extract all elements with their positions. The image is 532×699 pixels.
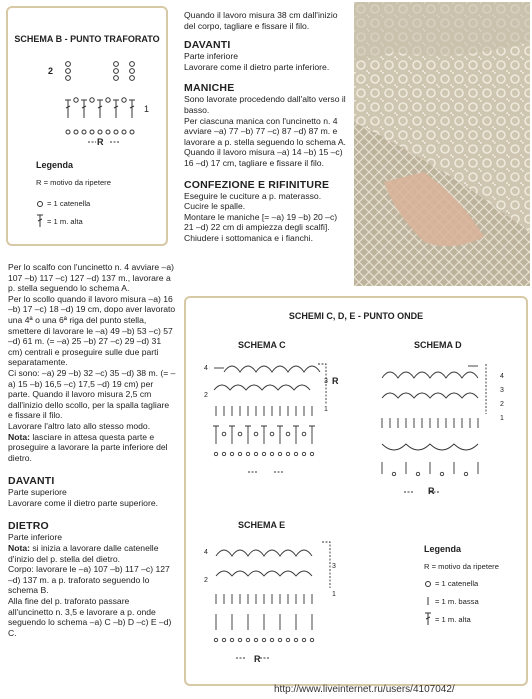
maniche-heading: MANICHE	[184, 82, 235, 95]
legend-cde-chain-text: = 1 catenella	[435, 579, 479, 588]
schema-c-row-1: 1	[324, 406, 328, 413]
col1-p1: Per lo scalfo con l'uncinetto n. 4 avviare –a) 107 –b) 117 –c) 127 –d) 137 m., lavorare a p. stella seguendo lo schema A.	[8, 262, 174, 294]
schemi-cde-box	[184, 296, 528, 686]
legend-repeat-text: R = motivo da ripetere	[36, 178, 111, 187]
schema-d-rows	[500, 370, 504, 426]
davanti2-sub: Parte inferiore	[184, 51, 238, 62]
maniche-1: Sono lavorate procedendo dall'alto verso il basso.	[184, 94, 346, 115]
legend-cde-chain	[424, 579, 499, 588]
schema-e-repeat: R	[254, 654, 261, 664]
schema-c-row-3: 3	[324, 378, 328, 385]
confezione-heading: CONFEZIONE E RIFINITURE	[184, 178, 330, 191]
legend-cde-title: Legenda	[424, 544, 462, 554]
schema-c-repeat: R	[332, 376, 339, 386]
schema-d-row-1: 1	[500, 415, 504, 422]
single-crochet-icon	[424, 596, 432, 606]
legend-title: Legenda	[36, 160, 74, 170]
schemi-cde-title: SCHEMI C, D, E - PUNTO ONDE	[288, 311, 424, 321]
lace-pattern-image	[354, 2, 530, 286]
schema-b-legend	[36, 160, 111, 228]
schema-d-title: SCHEMA D	[414, 340, 462, 350]
col1-p3: Ci sono: –a) 29 –b) 32 –c) 35 –d) 38 m. (= –a) 15 –b) 16,5 –c) 17,5 –d) 19 cm) per parte. Quando il lavoro misura 2,5 cm dall'inizio dello scollo, per la spalla tagliare e fissare il filo.	[8, 367, 176, 421]
davanti2-text: Lavorare come il dietro parte inferiore.	[184, 61, 330, 72]
legend-repeat	[36, 178, 111, 187]
maniche-3: Quando il lavoro misura –a) 14 –b) 15 –c) 16 –d) 17 cm, tagliare e fissare il filo.	[184, 147, 343, 168]
schema-e-row-1: 1	[332, 591, 336, 598]
nota-label: Nota:	[8, 431, 30, 442]
schemi-cde-legend	[424, 544, 499, 626]
schema-e-diagram	[212, 540, 340, 670]
nota2-label: Nota:	[8, 543, 30, 554]
dietro-nota	[8, 543, 176, 564]
schema-d-diagram	[378, 360, 498, 500]
col1-p2: Per lo scollo quando il lavoro misura –a) 16 –b) 17 –c) 18 –d) 19 cm, dopo aver lavorato una 4ª o una 6ª riga del punto stella, smettere di lavorare le –a) 49 –b) 53 –c) 57 –d) 61 m. (= –a) 25 –b) 27 –c) 29 –d) 31 cm) centrali e proseguire sulle due parti separatamente.	[8, 293, 176, 368]
column-2	[184, 10, 346, 244]
davanti2-heading: DAVANTI	[184, 39, 231, 52]
confezione-2: Cucire le spalle.	[184, 201, 246, 212]
maniche-2: Per ciascuna manica con l'uncinetto n. 4 avviare –a) 77 –b) 77 –c) 87 –d) 87 m. e lavorare a p. stella seguendo lo schema A.	[184, 115, 346, 147]
double-crochet-icon	[36, 214, 44, 228]
schema-b-row-2: 2	[48, 66, 54, 76]
davanti-text: Lavorare come il dietro parte superiore.	[8, 497, 158, 508]
schema-e-row-2: 2	[204, 577, 208, 584]
schema-d-row-3: 3	[500, 387, 504, 394]
legend-cde-sc	[424, 596, 499, 606]
legend-chain-text: = 1 catenella	[47, 199, 91, 208]
davanti-sub: Parte superiore	[8, 487, 67, 498]
dietro-heading: DIETRO	[8, 520, 49, 533]
double-crochet-icon	[424, 612, 432, 626]
confezione-1: Eseguire le cuciture a p. materasso.	[184, 190, 322, 201]
schema-b-repeat: R	[97, 137, 104, 147]
col1-nota	[8, 432, 176, 464]
chain-icon	[424, 580, 432, 588]
legend-cde-dc	[424, 612, 499, 626]
legend-cde-dc-text: = 1 m. alta	[435, 614, 471, 624]
schema-e-row-3: 3	[332, 563, 336, 570]
schema-c-title: SCHEMA C	[238, 340, 286, 350]
schema-b-title: SCHEMA B - PUNTO TRAFORATO	[14, 34, 160, 44]
schema-e-row-4: 4	[204, 549, 208, 556]
schema-c-diagram	[212, 360, 332, 480]
garment-photo	[354, 2, 530, 286]
col1-p4: Lavorare l'altro lato allo stesso modo.	[8, 420, 151, 431]
legend-cde-repeat	[424, 562, 499, 571]
nota2-text: si inizia a lavorare dalle catenelle d'inizio del p. stella del dietro.	[8, 543, 159, 564]
legend-chain	[36, 199, 111, 208]
schema-b-row-1: 1	[144, 104, 150, 114]
confezione-4: Chiudere i sottomanica e i fianchi.	[184, 232, 313, 243]
dietro-sub: Parte inferiore	[8, 532, 62, 543]
dietro-alla-fine: Alla fine del p. traforato passare all'uncinetto n. 3,5 e lavorare a p. onde seguendo lo schema –a) C –b) D –c) E –d) C.	[8, 596, 172, 638]
column-1	[8, 262, 176, 638]
watermark-url: http://www.liveinternet.ru/users/4107042/	[274, 684, 455, 695]
legend-dc	[36, 214, 111, 228]
schema-c-row-2: 2	[204, 392, 208, 399]
dietro-corpo: Corpo: lavorare le –a) 107 –b) 117 –c) 127 –d) 137 m. a p. traforato seguendo lo schema B.	[8, 564, 170, 596]
schema-d-row-2: 2	[500, 401, 504, 408]
legend-cde-repeat-text: R = motivo da ripetere	[424, 562, 499, 571]
nota-text: lasciare in attesa questa parte e proseguire a lavorare la parte inferiore del dietro.	[8, 431, 168, 463]
schema-b-box	[6, 6, 168, 246]
legend-cde-sc-text: = 1 m. bassa	[435, 596, 479, 606]
schema-c-row-4: 4	[204, 365, 208, 372]
davanti-heading: DAVANTI	[8, 475, 55, 488]
legend-dc-text: = 1 m. alta	[47, 216, 83, 226]
chain-icon	[36, 200, 44, 208]
col2-top: Quando il lavoro misura 38 cm dall'inizio del corpo, tagliare e fissare il filo.	[184, 10, 338, 31]
schema-d-row-4: 4	[500, 373, 504, 380]
schema-d-repeat: R	[428, 486, 435, 496]
schema-e-title: SCHEMA E	[238, 520, 286, 530]
confezione-3: Montare le maniche [= –a) 19 –b) 20 –c) 21 –d) 22 cm di ampiezza degli scalfi].	[184, 211, 338, 233]
